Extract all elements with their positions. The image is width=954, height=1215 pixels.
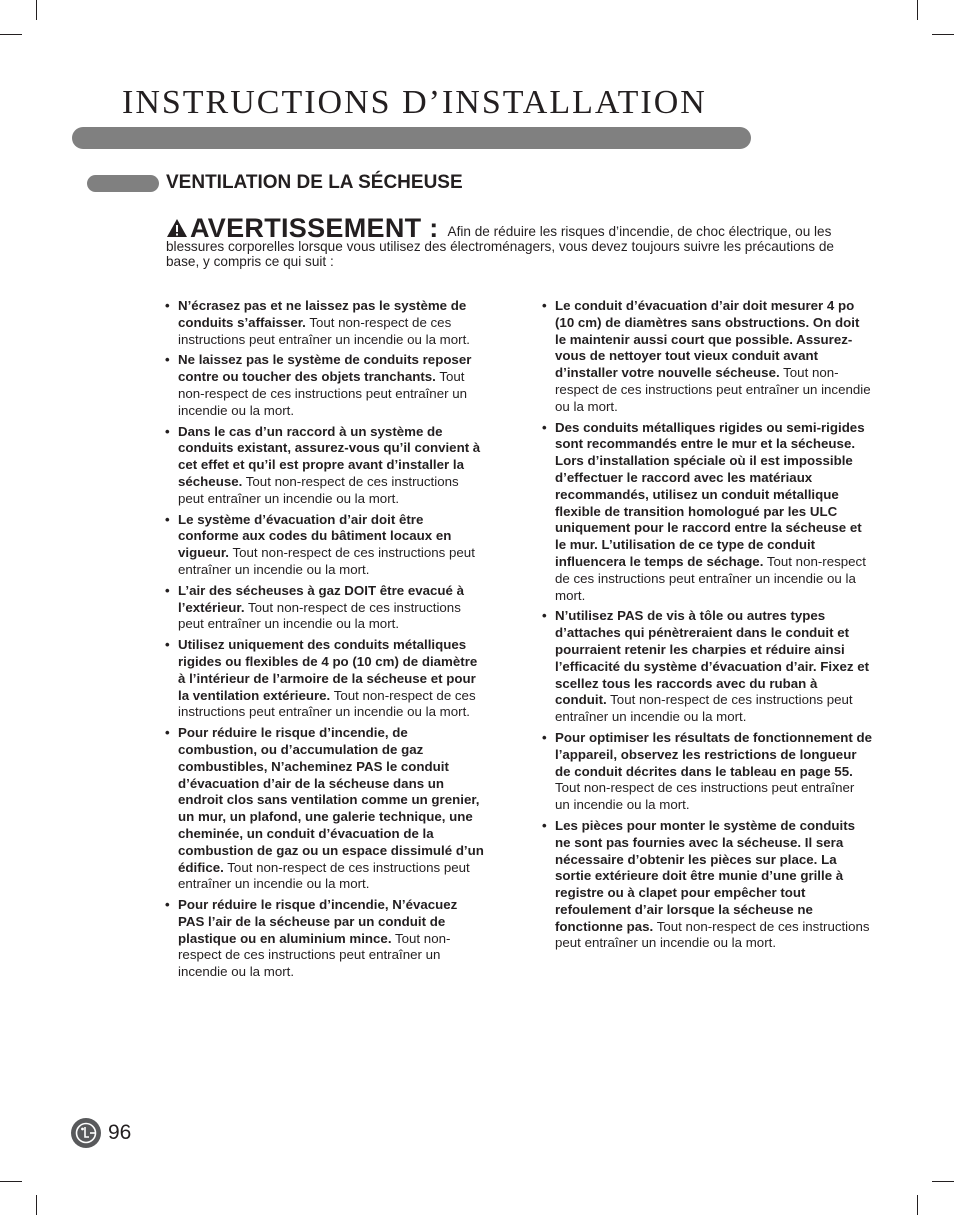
list-item: • Pour réduire le risque d’incendie, N’évacuez PAS l’air de la sécheuse par un conduit de plastique ou en aluminium mince. Tout non-respect de ces instructions peut entraîner un incendie ou la mort. <box>165 897 487 981</box>
title-divider-bar <box>72 127 751 149</box>
page-number: 96 <box>108 1121 132 1144</box>
list-item: • Pour réduire le risque d’incendie, de combustion, ou d’accumulation de gaz combustibles, N’acheminez PAS le conduit d’évacuation d’air de la sécheuse dans un endroit clos sans ventilation comme un grenier, un mur, un plafond, une galerie technique, une cheminée, un conduit d’évacuation de la combustion de gaz ou un espace dissimulé d’un édifice. Tout non-respect de ces instructions peut entraîner un incendie ou la mort. <box>165 725 487 893</box>
section-heading: VENTILATION DE LA SÉCHEUSE <box>166 172 463 193</box>
warning-block <box>166 213 856 269</box>
lg-logo <box>71 1118 101 1148</box>
lg-logo-mark <box>71 1118 101 1148</box>
right-column-list <box>542 298 872 956</box>
list-item: • Le système d’évacuation d’air doit être conforme aux codes du bâtiment locaux en vigueur. Tout non-respect de ces instructions peut entraîner un incendie ou la mort. <box>165 512 487 579</box>
warning-label: AVERTISSEMENT : <box>190 213 439 243</box>
list-item: • N’écrasez pas et ne laissez pas le système de conduits s’affaisser. Tout non-respect de ces instructions peut entraîner un incendie ou la mort. <box>165 298 487 348</box>
list-item: • Dans le cas d’un raccord à un système de conduits existant, assurez-vous qu’il convient à cet effet et qu’il est propre avant d’installer la sécheuse. Tout non-respect de ces instructions peut entraîner un incendie ou la mort. <box>165 424 487 508</box>
crop-mark <box>36 1195 37 1215</box>
crop-mark <box>0 34 22 35</box>
list-item: • Ne laissez pas le système de conduits reposer contre ou toucher des objets tranchants. Tout non-respect de ces instructions peut entraîner un incendie ou la mort. <box>165 352 487 419</box>
crop-mark <box>932 34 954 35</box>
warning-triangle-icon <box>166 218 188 238</box>
list-item: • Le conduit d’évacuation d’air doit mesurer 4 po (10 cm) de diamètres sans obstructions. On doit le maintenir aussi court que possible. Assurez-vous de nettoyer tout vieux conduit avant d’installer votre nouvelle sécheuse. Tout non-respect de ces instructions peut entraîner un incendie ou la mort. <box>542 298 872 416</box>
list-item: • Les pièces pour monter le système de conduits ne sont pas fournies avec la sécheuse. Il sera nécessaire d’obtenir les pièces sur place. La sortie extérieure doit être munie d’une grille à registre ou à clapet pour empêcher tout refoulement d’air lorsque la sécheuse ne fonctionne pas. Tout non-respect de ces instructions peut entraîner un incendie ou la mort. <box>542 818 872 952</box>
list-item: • N’utilisez PAS de vis à tôle ou autres types d’attaches qui pénètreraient dans le conduit et pourraient retenir les charpies et réduire ainsi l’efficacité du système d’évacuation d’air. Fixez et scellez tous les raccords avec du ruban à conduit. Tout non-respect de ces instructions peut entraîner un incendie ou la mort. <box>542 608 872 726</box>
crop-mark <box>36 0 37 20</box>
list-item: • Utilisez uniquement des conduits métalliques rigides ou flexibles de 4 po (10 cm) de diamètre à l’intérieur de l’armoire de la sécheuse et pour la ventilation extérieure. Tout non-respect de ces instructions peut entraîner un incendie ou la mort. <box>165 637 487 721</box>
list-item: • L’air des sécheuses à gaz DOIT être evacué à l’extérieur. Tout non-respect de ces instructions peut entraîner un incendie ou la mort. <box>165 583 487 633</box>
list-item: • Des conduits métalliques rigides ou semi-rigides sont recommandés entre le mur et la sécheuse. Lors d’installation spéciale où il est impossible d’effectuer le raccord avec les matériaux recommandés, utilisez un conduit métallique flexible de transition homologué par les ULC uniquement pour le raccord entre la sécheuse et le mur. L’utilisation de ce type de conduit influencera le temps de séchage. Tout non-respect de ces instructions peut entraîner un incendie ou la mort. <box>542 420 872 605</box>
crop-mark <box>932 1181 954 1182</box>
crop-mark <box>917 1195 918 1215</box>
page-title: INSTRUCTIONS D’INSTALLATION <box>122 84 707 121</box>
list-item: • Pour optimiser les résultats de fonctionnement de l’appareil, observez les restrictions de longueur de conduit décrites dans le tableau en page 55. Tout non-respect de ces instructions peut entraîner un incendie ou la mort. <box>542 730 872 814</box>
crop-mark <box>0 1181 22 1182</box>
crop-mark <box>917 0 918 20</box>
left-column-list <box>165 298 487 985</box>
section-marker-pill <box>87 175 159 192</box>
warning-text: Afin de réduire les risques d’incendie, de choc électrique, ou les blessures corporelles lorsque vous utilisez des électroménagers, vous devez toujours suivre les précautions de base, y compris ce qui suit : <box>166 224 834 269</box>
